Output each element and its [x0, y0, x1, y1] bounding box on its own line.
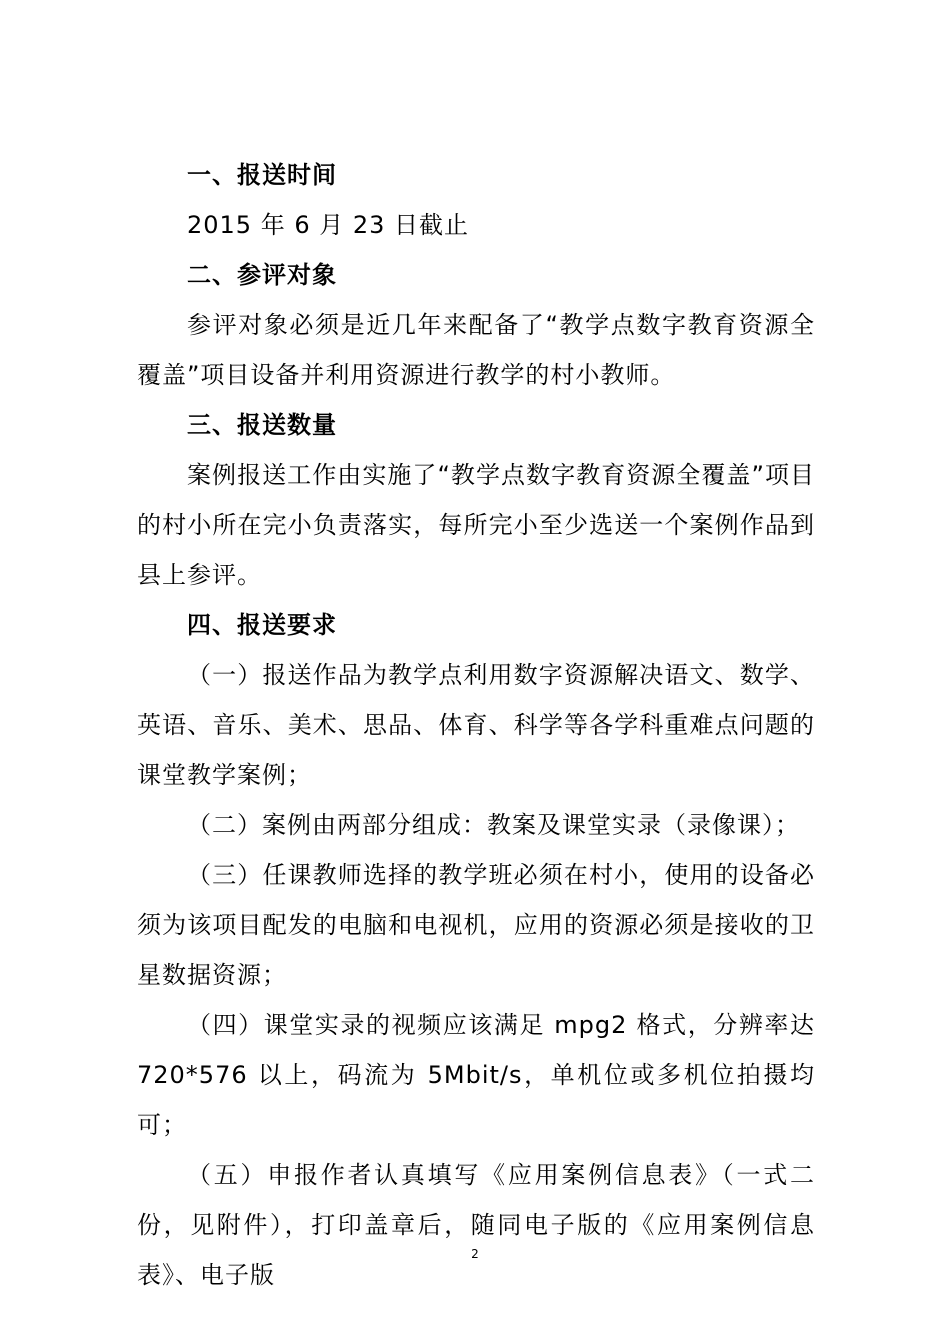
- paragraph-requirement-5: （五）申报作者认真填写《应用案例信息表》（一式二份，见附件），打印盖章后，随同电子版的《应用案例信息表》、电子版: [137, 1161, 815, 1289]
- section-heading-time: 一、报送时间: [187, 161, 337, 189]
- paragraph-participants: 参评对象必须是近几年来配备了“教学点数字教育资源全覆盖”项目设备并利用资源进行教学的村小教师。: [137, 311, 815, 389]
- document-body: [137, 150, 815, 1300]
- paragraph-requirement-2: （二）案例由两部分组成：教案及课堂实录（录像课）；: [187, 811, 800, 839]
- section-heading-requirements: 四、报送要求: [187, 611, 337, 639]
- paragraph-deadline: 2015 年 6 月 23 日截止: [187, 211, 470, 239]
- section-heading-quantity: 三、报送数量: [187, 411, 337, 439]
- paragraph-requirement-1: （一）报送作品为教学点利用数字资源解决语文、数学、英语、音乐、美术、思品、体育、科学等各学科重难点问题的课堂教学案例；: [137, 661, 815, 789]
- paragraph-requirement-3: （三）任课教师选择的教学班必须在村小，使用的设备必须为该项目配发的电脑和电视机，应用的资源必须是接收的卫星数据资源；: [137, 861, 815, 989]
- paragraph-quantity: 案例报送工作由实施了“教学点数字教育资源全覆盖”项目的村小所在完小负责落实，每所完小至少选送一个案例作品到县上参评。: [137, 461, 815, 589]
- paragraph-requirement-4: （四）课堂实录的视频应该满足 mpg2 格式，分辨率达 720*576 以上，码流为 5Mbit/s，单机位或多机位拍摄均可；: [137, 1011, 815, 1139]
- section-heading-participants: 二、参评对象: [187, 261, 337, 289]
- page-number: 2: [471, 1247, 479, 1261]
